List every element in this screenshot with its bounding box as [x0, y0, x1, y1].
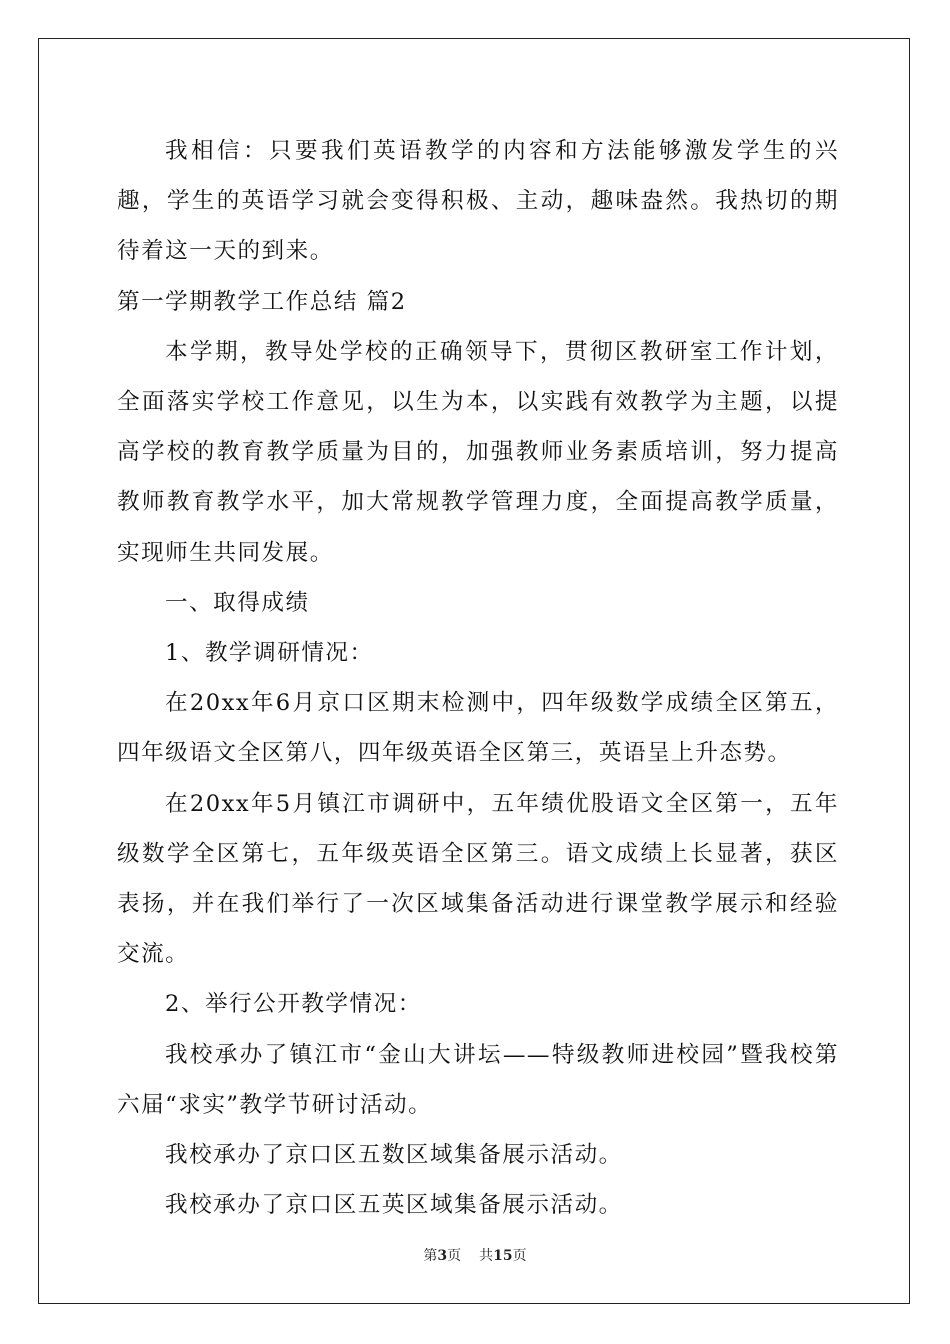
- paragraph-english-event: 我校承办了京口区五英区域集备展示活动。: [165, 1192, 623, 1219]
- subheading-open-teaching: 2、举行公开教学情况：: [165, 991, 422, 1018]
- footer-total-suffix: 页: [512, 1248, 527, 1264]
- subheading-research: 1、教学调研情况：: [165, 640, 374, 667]
- paragraph-math-event: 我校承办了京口区五数区域集备展示活动。: [165, 1142, 623, 1169]
- paragraph-lecture-event: 我校承办了镇江市“金山大讲坛——特级教师进校园”暨我校第六届“求实”教学节研讨活动。: [117, 1041, 839, 1118]
- document-body: [117, 126, 839, 1230]
- subheading-achievements: 一、取得成绩: [165, 589, 310, 616]
- paragraph-intro: 本学期，教导处学校的正确领导下，贯彻区教研室工作计划，全面落实学校工作意见，以生为本，以实践有效教学为主题，以提高学校的教育教学质量为目的，加强教师业务素质培训，努力提高教师教育教学水平，加大常规教学管理力度，全面提高教学质量，实现师生共同发展。: [117, 338, 839, 566]
- page-footer: [0, 1247, 950, 1265]
- footer-page-number: 3: [437, 1248, 448, 1264]
- section-heading: 第一学期教学工作总结 篇2: [117, 288, 407, 315]
- footer-prefix: 第: [423, 1248, 438, 1264]
- footer-page-suffix: 页: [447, 1248, 462, 1264]
- footer-total-pages: 15: [493, 1248, 513, 1264]
- paragraph-closing: 我相信：只要我们英语教学的内容和方法能够激发学生的兴趣，学生的英语学习就会变得积极、主动，趣味盎然。我热切的期待着这一天的到来。: [117, 138, 839, 265]
- paragraph-may-research: 在20xx年5月镇江市调研中，五年绩优股语文全区第一，五年级数学全区第七，五年级英语全区第三。语文成绩上长显著，获区表扬，并在我们举行了一次区域集备活动进行课堂教学展示和经验交流。: [117, 790, 839, 968]
- footer-total-prefix: 共: [479, 1248, 494, 1264]
- paragraph-june-exam: 在20xx年6月京口区期末检测中，四年级数学成绩全区第五，四年级语文全区第八，四年级英语全区第三，英语呈上升态势。: [117, 690, 839, 767]
